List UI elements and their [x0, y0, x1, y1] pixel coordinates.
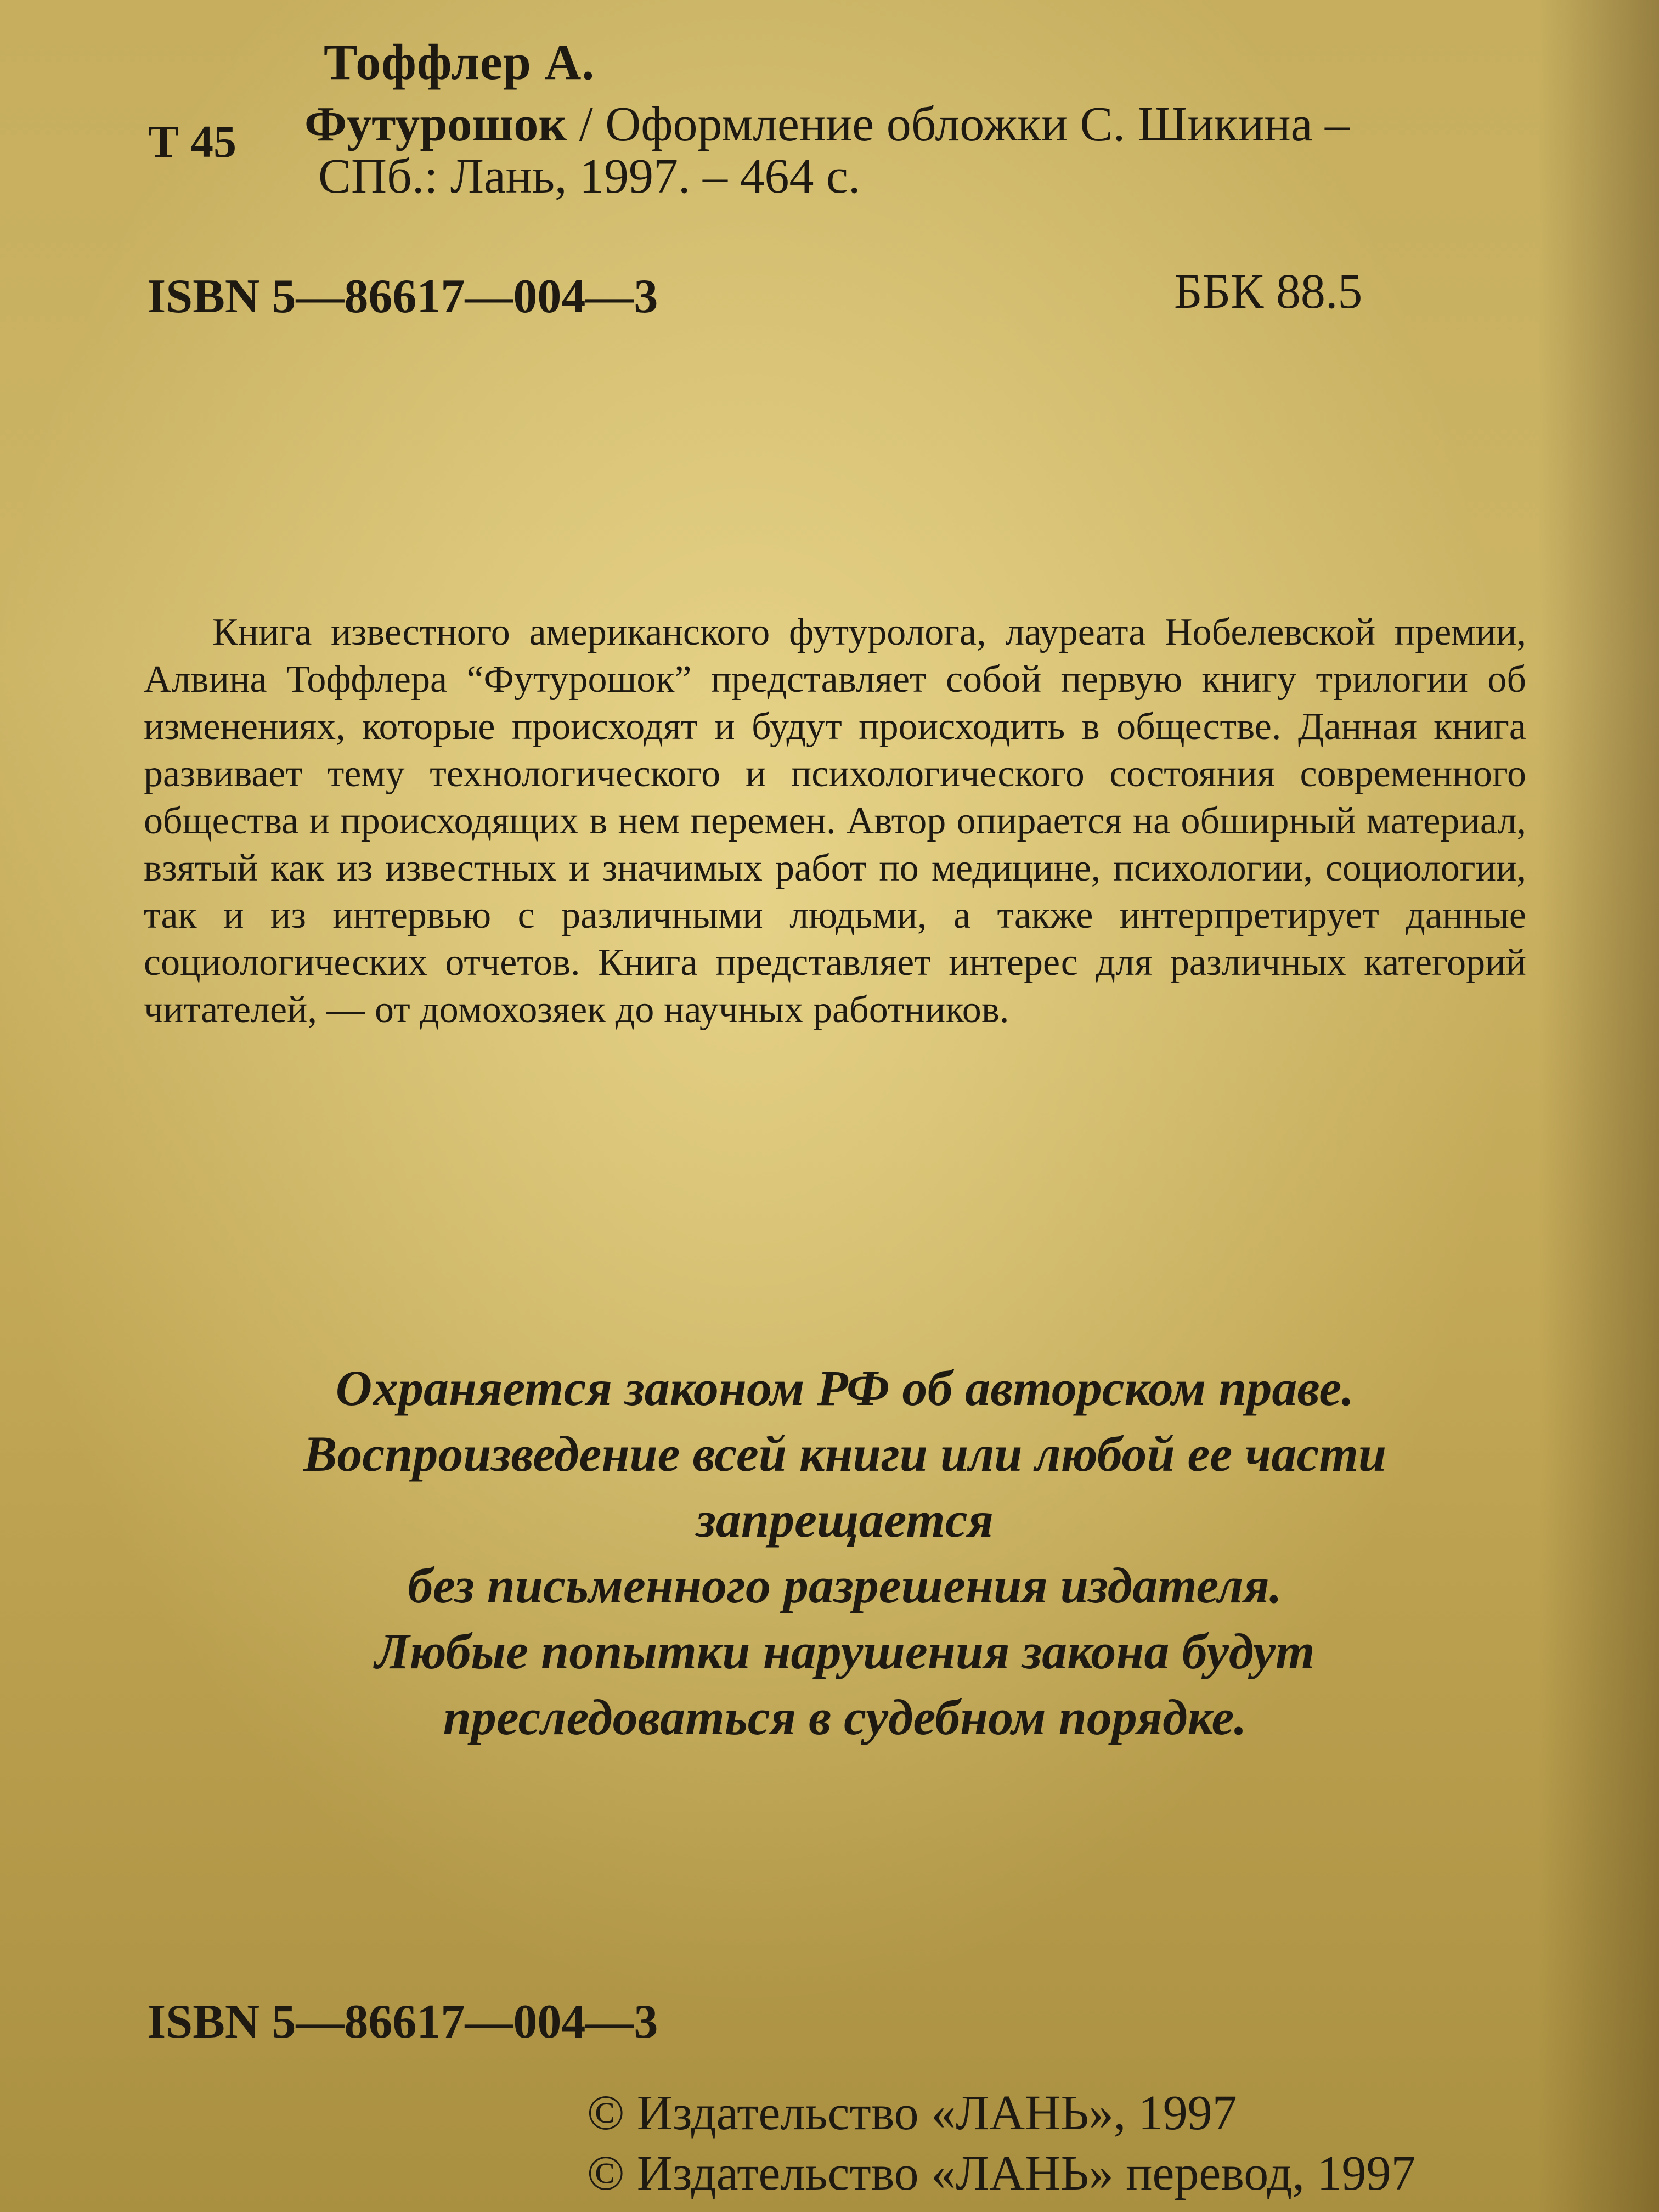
notice-line: запрещается	[696, 1492, 994, 1548]
title-line	[304, 96, 1350, 153]
translation-copyright: © Издательство «ЛАНЬ» перевод, 1997	[587, 2146, 1416, 2200]
notice-line: Охраняется законом РФ об авторском праве.	[335, 1360, 1355, 1416]
copyright-notice	[126, 1355, 1564, 1750]
notice-line: Любые попытки нарушения закона будут	[375, 1623, 1315, 1679]
author-name: Тоффлер А.	[324, 34, 595, 90]
classification-code: Т 45	[148, 116, 237, 167]
annotation-paragraph: Книга известного американского футуролога, лауреата Нобелевской премии, Алвина Тоффлера “Футурошок” представляет собой первую книгу трилогии об изменениях, которые происходят и будут происходить в обществе. Данная книга развивает тему технологического и психологического состояния современного общества и происходящих в нем перемен. Автор опирается на обширный материал, взятый как из известных и значимых работ по медицине, психологии, социологии, так и из интервью с различными людьми, а также интерпретирует данные социологических отчетов. Книга представляет интерес для различных категорий читателей, — от домохозяек до научных работников.	[144, 611, 1526, 1031]
publisher-copyright: © Издательство «ЛАНЬ», 1997	[587, 2086, 1237, 2140]
publication-info: СПб.: Лань, 1997. – 464 с.	[318, 149, 861, 204]
notice-line: преследоваться в судебном порядке.	[443, 1689, 1247, 1745]
title-cover-design: / Оформление обложки С. Шикина –	[579, 97, 1350, 151]
notice-line: Воспроизведение всей книги или любой ее части	[303, 1426, 1387, 1482]
notice-line: без письменного разрешения издателя.	[408, 1558, 1282, 1613]
bbk-code: ББК 88.5	[1174, 264, 1363, 319]
book-title: Футурошок	[304, 97, 567, 151]
isbn-top: ISBN 5—86617—004—3	[147, 270, 658, 323]
page-edge-shadow	[1538, 0, 1659, 2212]
isbn-bottom: ISBN 5—86617—004—3	[147, 1995, 658, 2049]
